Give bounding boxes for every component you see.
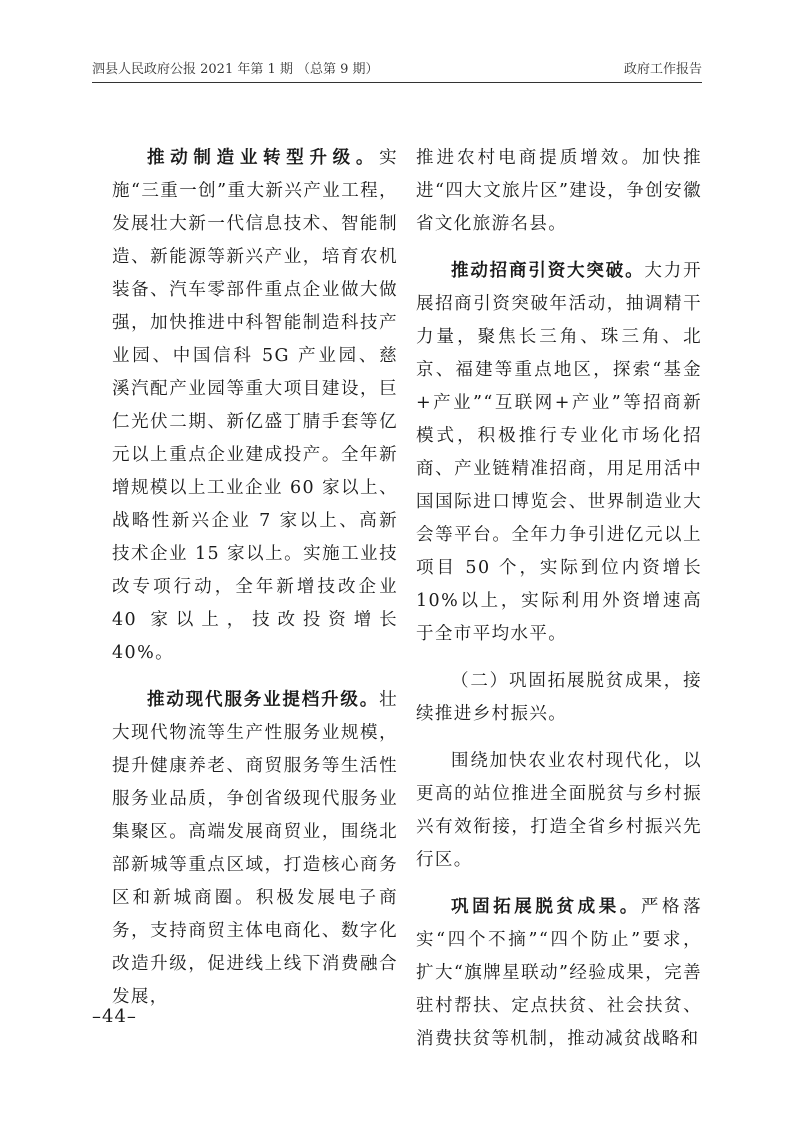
running-header (92, 60, 702, 82)
page-number: –44– (92, 1006, 137, 1027)
section-heading: （二）巩固拓展脱贫成果，接续推进乡村振兴。 (416, 671, 702, 724)
paragraph-lead: 推动招商引资大突破。 (451, 261, 645, 281)
paragraph-text: 实施“三重一创”重大新兴产业工程，发展壮大新一代信息技术、智能制造、新能源等新兴产业，培育农机装备、汽车零部件重点企业做大做强，加快推进中科智能制造科技产业园、中国信科 5G 产业园、慈溪汽配产业园等重大项目建设，巨仁光伏二期、新亿盛丁腈手套等亿元以上重点企业建成投产。全年新增规模以上工业企业 60 家以上、战略性新兴企业 7 家以上、高新技术企业 15 家以上。实施工业技改专项行动，全年新增技改企业 40 家以上，技改投资增长 40%。 (112, 148, 398, 663)
header-publication: 泗县人民政府公报 2021 年第 1 期 （总第 9 期） (92, 62, 379, 77)
paragraph-lead: 推动制造业转型升级。 (147, 148, 380, 168)
paragraph-services (112, 684, 398, 1014)
header-section: 政府工作报告 (623, 62, 702, 77)
paragraph-rural: 围绕加快农业农村现代化，以更高的站位推进全面脱贫与乡村振兴有效衔接，打造全省乡村振兴先行区。 (416, 751, 702, 870)
paragraph-manufacturing (112, 142, 398, 670)
left-column (112, 142, 398, 1014)
paragraph-text: 壮大现代物流等生产性服务业规模，提升健康养老、商贸服务等生活性服务业品质，争创省级现代服务业集聚区。高端发展商贸业，围绕北部新城等重点区域，打造核心商务区和新城商圈。积极发展电子商务，支持商贸主体电商化、数字化改造升级，促进线上线下消费融合发展， (112, 690, 398, 1007)
header-rule (92, 82, 702, 83)
paragraph-lead: 巩固拓展脱贫成果。 (451, 897, 641, 917)
paragraph-continuation: 推进农村电商提质增效。加快推进“四大文旅片区”建设，争创安徽省文化旅游名县。 (416, 148, 702, 234)
paragraph-poverty (416, 891, 702, 1056)
paragraph-investment (416, 255, 702, 651)
paragraph-text: 严格落实“四个不摘”“四个防止”要求，扩大“旗牌星联动”经验成果，完善驻村帮扶、定点扶贫、社会扶贫、消费扶贫等机制，推动减贫战略和 (416, 897, 702, 1049)
paragraph-text: 大力开展招商引资突破年活动，抽调精干力量，聚焦长三角、珠三角、北京、福建等重点地区，探索“基金+产业”“互联网+产业”等招商新模式，积极推行专业化市场化招商、产业链精准招商，用足用活中国国际进口博览会、世界制造业大会等平台。全年力争引进亿元以上项目 50 个，实际到位内资增长 10%以上，实际利用外资增速高于全市平均水平。 (416, 261, 703, 644)
right-column (416, 142, 702, 1056)
paragraph-lead: 推动现代服务业提档升级。 (147, 690, 380, 710)
